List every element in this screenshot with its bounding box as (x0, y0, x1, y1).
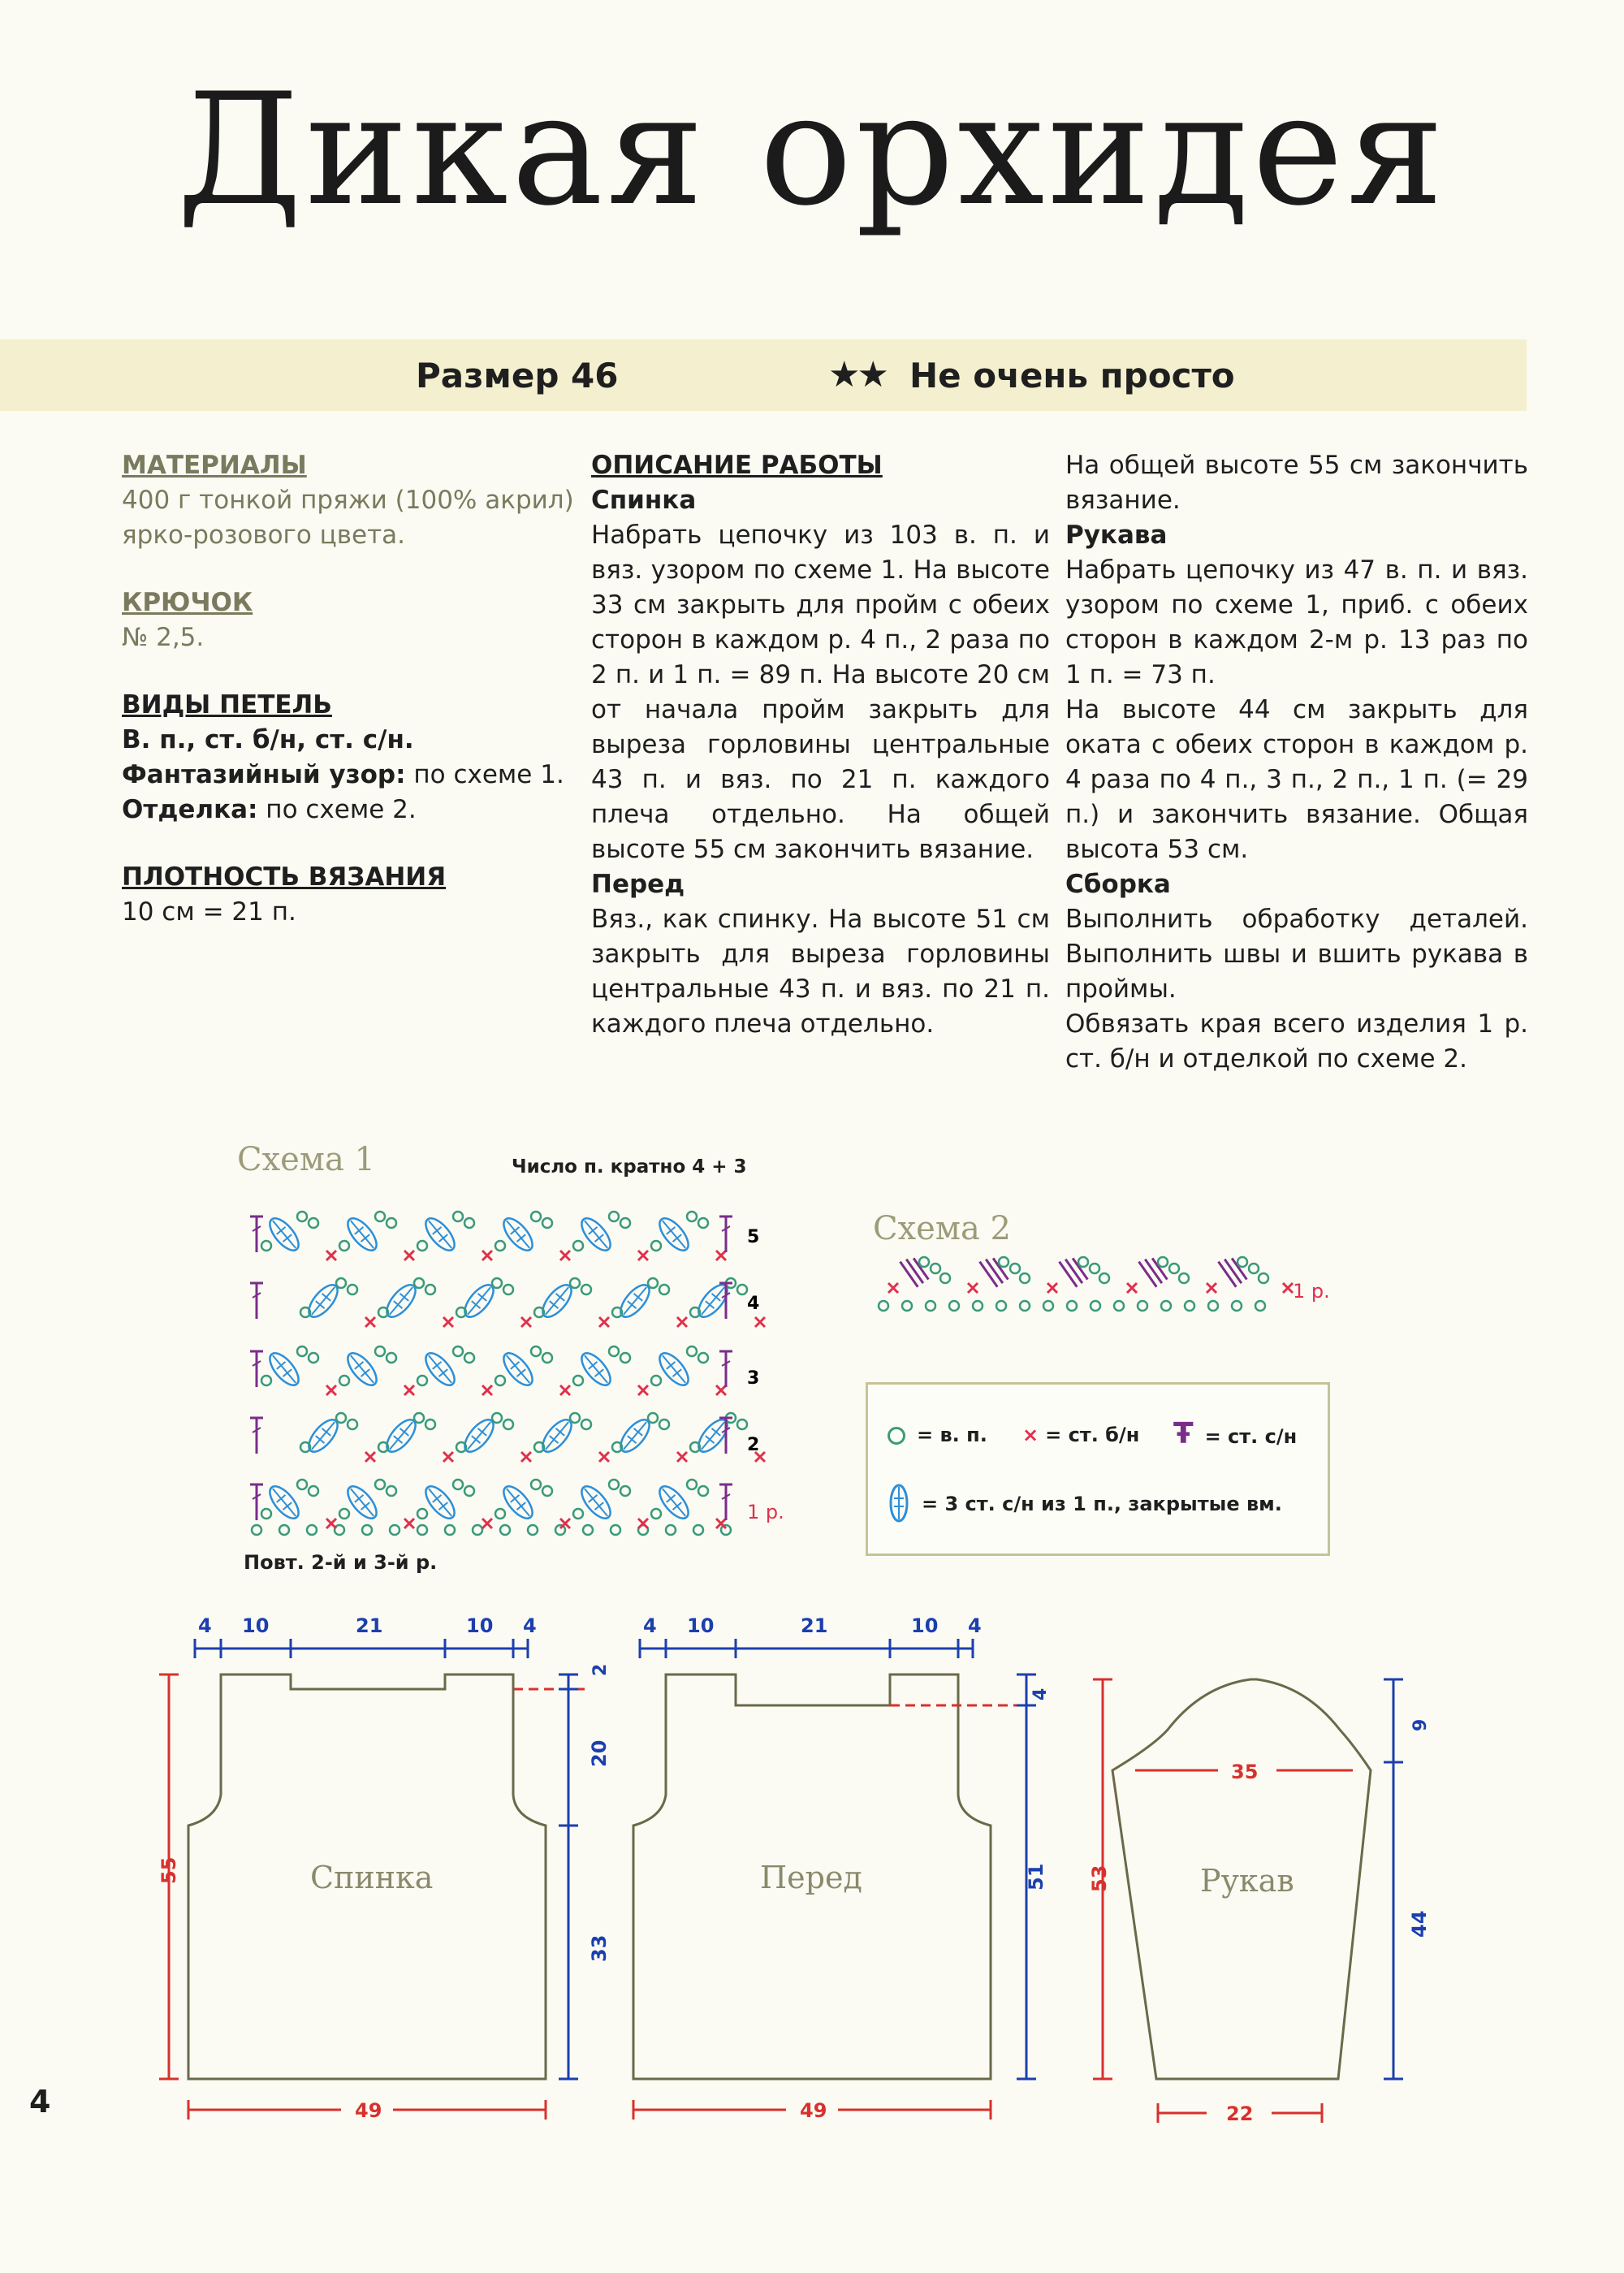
sleeve-text-2: На высоте 44 см закрыть для оката с обеих сторон в каждом р. 4 раза по 4 п., 3 п., 2 п., 1 п. (= 29 п.) и закончить вязание. Общая высота 53 см. (1065, 695, 1528, 864)
back-width: 49 (355, 2099, 382, 2122)
chain-stitch-symbol (949, 1301, 959, 1311)
chain-stitch-symbol (1158, 1257, 1168, 1267)
chain-stitch-symbol (495, 1509, 505, 1519)
chain-stitch-symbol (1114, 1301, 1124, 1311)
chain-stitch-symbol (445, 1525, 455, 1535)
front-dim-1: 4 (643, 1614, 657, 1637)
sleeve-label: Рукав (1200, 1863, 1294, 1899)
chain-stitch-symbol (648, 1413, 658, 1423)
chain-stitch-symbol (464, 1218, 474, 1228)
chain-stitch-symbol (919, 1257, 929, 1267)
chain-stitch-symbol (453, 1212, 463, 1221)
chain-stitch-symbol (609, 1346, 619, 1356)
chain-stitch-symbol (261, 1509, 271, 1519)
chain-stitch-symbol (931, 1264, 940, 1273)
chain-stitch-symbol (620, 1218, 630, 1228)
back-armhole: 20 (588, 1739, 611, 1767)
single-crochet-symbol (326, 1519, 336, 1528)
back-text: Набрать цепочку из 103 в. п. и вяз. узором по схеме 1. На высоте 33 см закрыть для пройм с обеих сторон в каждом р. 4 п., 2 раза по 2 п. и 1 п. = 89 п. На высоте 20 см от начала пройм закрыть для выреза горловины центральные 43 п. и вяз. по 21 п. каждого плеча отдельно. На общей высоте 55 см закончить вязание. (591, 521, 1050, 864)
sc-symbol-icon: × (1022, 1424, 1039, 1446)
chain-stitch-symbol (737, 1285, 747, 1294)
chain-stitch-symbol (902, 1301, 912, 1311)
single-crochet-symbol (326, 1385, 336, 1395)
chain-stitch-symbol (926, 1301, 935, 1311)
chain-stitch-symbol (1255, 1301, 1265, 1311)
chain-stitch-symbol (387, 1353, 396, 1363)
chain-stitch-symbol (425, 1420, 435, 1429)
single-crochet-symbol (560, 1251, 570, 1260)
chain-stitch-symbol (339, 1509, 349, 1519)
chain-stitch-symbol (620, 1353, 630, 1363)
chain-stitch-symbol (1010, 1264, 1020, 1273)
chain-stitch-symbol (651, 1241, 661, 1251)
schema1-chart (227, 1186, 812, 1551)
gauge-value: 10 см = 21 п. (122, 897, 296, 927)
chain-stitch-symbol (687, 1212, 697, 1221)
sleeve-heading: Рукава (1065, 521, 1168, 550)
assembly-text-1: Выполнить обработку деталей. Выполнить швы и вшить рукава в проймы. (1065, 905, 1528, 1004)
hook-heading: КРЮЧОК (122, 588, 253, 617)
chain-stitch-symbol (503, 1420, 513, 1429)
stitches-list: В. п., ст. б/н, ст. с/н. (122, 725, 414, 754)
chain-stitch-symbol (464, 1353, 474, 1363)
hook-size: № 2,5. (122, 623, 205, 652)
chain-stitch-symbol (1249, 1264, 1259, 1273)
single-crochet-symbol (716, 1385, 726, 1395)
chain-stitch-symbol (1020, 1301, 1030, 1311)
single-crochet-symbol (443, 1452, 453, 1462)
chain-stitch-symbol (492, 1278, 502, 1288)
chain-stitch-symbol (1232, 1301, 1242, 1311)
single-crochet-symbol (638, 1251, 648, 1260)
back-dim-5: 4 (523, 1614, 537, 1637)
chain-stitch-symbol (542, 1218, 552, 1228)
chain-stitch-symbol (473, 1525, 482, 1535)
chain-stitch-symbol (940, 1273, 950, 1283)
schema1-row-label-3: 3 (747, 1368, 760, 1389)
difficulty-label: Не очень просто (909, 356, 1235, 395)
chain-stitch-symbol (1020, 1273, 1030, 1283)
single-crochet-symbol (677, 1452, 687, 1462)
cluster-symbol (901, 1254, 929, 1286)
chain-stitch-symbol (879, 1301, 888, 1311)
single-crochet-symbol (521, 1452, 531, 1462)
chain-stitch-symbol (1067, 1301, 1077, 1311)
single-crochet-symbol (482, 1519, 492, 1528)
chain-stitch-symbol (348, 1420, 357, 1429)
chain-stitch-symbol (581, 1420, 591, 1429)
instructions-column-2 (1065, 448, 1528, 1077)
legend-chain: = в. п. (888, 1424, 987, 1446)
chain-stitch-symbol (687, 1346, 697, 1356)
chain-stitch-symbol (1259, 1273, 1268, 1283)
chain-stitch-symbol (573, 1241, 583, 1251)
chain-stitch-symbol (1078, 1257, 1088, 1267)
gauge-heading: ПЛОТНОСТЬ ВЯЗАНИЯ (122, 862, 447, 892)
single-crochet-symbol (1207, 1283, 1216, 1293)
chain-stitch-symbol (297, 1346, 307, 1356)
chain-stitch-symbol (1208, 1301, 1218, 1311)
assembly-heading: Сборка (1065, 870, 1171, 899)
chain-stitch-symbol (996, 1301, 1006, 1311)
cluster-symbol (1219, 1254, 1247, 1286)
schema2-chart (869, 1242, 1340, 1340)
chain-stitch-symbol (339, 1376, 349, 1385)
sleeve-width: 22 (1226, 2102, 1254, 2125)
chain-stitch-symbol (698, 1353, 708, 1363)
chain-stitch-symbol (581, 1285, 591, 1294)
chain-stitch-symbol (453, 1346, 463, 1356)
legend-single-crochet: × = ст. б/н (1022, 1424, 1140, 1446)
chain-stitch-symbol (425, 1285, 435, 1294)
chain-stitch-symbol (698, 1218, 708, 1228)
back-dim-1: 4 (198, 1614, 212, 1637)
chain-stitch-symbol (503, 1285, 513, 1294)
single-crochet-symbol (968, 1283, 978, 1293)
chain-stitch-symbol (693, 1525, 703, 1535)
schema1-repeat-note: Повт. 2-й и 3-й р. (244, 1551, 438, 1574)
single-crochet-symbol (677, 1317, 687, 1327)
single-crochet-symbol (888, 1283, 898, 1293)
chain-stitch-symbol (348, 1285, 357, 1294)
single-crochet-symbol (560, 1385, 570, 1395)
chain-stitch-symbol (336, 1413, 346, 1423)
stitches-heading: ВИДЫ ПЕТЕЛЬ (122, 690, 332, 719)
legend-cluster: = 3 ст. с/н из 1 п., закрытые вм. (888, 1482, 1282, 1528)
chain-stitch-symbol (1161, 1301, 1171, 1311)
single-crochet-symbol (1047, 1283, 1057, 1293)
single-crochet-symbol (404, 1251, 414, 1260)
chain-stitch-symbol (609, 1480, 619, 1489)
legend-double-crochet: Ŧ = ст. с/н (1173, 1417, 1298, 1450)
chain-stitch-symbol (570, 1413, 580, 1423)
assembly-text-2: Обвязать края всего изделия 1 р. ст. б/н и отделкой по схеме 2. (1065, 1009, 1528, 1074)
materials-heading: МАТЕРИАЛЫ (122, 451, 307, 480)
chain-stitch-symbol (659, 1285, 669, 1294)
chain-stitch-symbol (1169, 1264, 1179, 1273)
page-title: Дикая орхидея (176, 60, 1448, 240)
chain-stitch-symbol (570, 1278, 580, 1288)
chain-stitch-symbol (531, 1346, 541, 1356)
chain-stitch-symbol (542, 1353, 552, 1363)
back-lower: 33 (588, 1934, 611, 1962)
front-text: Вяз., как спинку. На высоте 51 см закрыть для выреза горловины центральные 43 п. и вяз. по 21 п. каждого плеча отдельно. (591, 905, 1050, 1039)
page-number: 4 (29, 2084, 51, 2120)
single-crochet-symbol (443, 1317, 453, 1327)
cluster-symbol-icon (888, 1482, 910, 1528)
schema1-note: Число п. кратно 4 + 3 (512, 1156, 747, 1178)
chain-stitch-symbol (414, 1413, 424, 1423)
single-crochet-symbol (638, 1385, 648, 1395)
chain-stitch-symbol (666, 1525, 676, 1535)
schematics (0, 1608, 1624, 2193)
sleeve-height: 53 (1088, 1865, 1111, 1892)
fancy-pattern-line: Фантазийный узор: по схеме 1. (122, 760, 564, 789)
chain-stitch-symbol (417, 1376, 427, 1385)
single-crochet-symbol (1283, 1283, 1293, 1293)
chain-stitch-symbol (737, 1420, 747, 1429)
chain-stitch-symbol (651, 1509, 661, 1519)
double-crochet-symbol (250, 1283, 263, 1319)
back-label: Спинка (310, 1860, 434, 1895)
back-height: 55 (158, 1856, 180, 1884)
sleeve-text-1: Набрать цепочку из 47 в. п. и вяз. узором по схеме 1, приб. с обеих сторон в каждом 2-м р. 13 раз по 1 п. = 73 п. (1065, 555, 1528, 689)
chain-stitch-symbol (1179, 1273, 1189, 1283)
single-crochet-symbol (599, 1452, 609, 1462)
chain-stitch-symbol (387, 1486, 396, 1496)
chain-stitch-symbol (999, 1257, 1009, 1267)
front-width: 49 (800, 2099, 827, 2122)
chain-stitch-symbol (531, 1480, 541, 1489)
schema2-row-label: 1 р. (1293, 1280, 1330, 1303)
sleeve-cap: 9 (1410, 1718, 1431, 1731)
schema1-row-label-4: 4 (747, 1294, 760, 1314)
sleeve-upper-width: 35 (1231, 1761, 1259, 1783)
finish-line: Отделка: по схеме 2. (122, 795, 417, 824)
back-neck-depth: 2 (590, 1663, 611, 1676)
chain-stitch-symbol (1043, 1301, 1053, 1311)
double-crochet-symbol (250, 1418, 263, 1454)
front-heading: Перед (591, 870, 685, 899)
chain-stitch-symbol (309, 1218, 318, 1228)
chain-symbol-icon (888, 1427, 905, 1445)
chain-stitch-symbol (573, 1509, 583, 1519)
chain-stitch-symbol (687, 1480, 697, 1489)
chain-stitch-symbol (390, 1525, 400, 1535)
chain-stitch-symbol (453, 1480, 463, 1489)
chain-stitch-symbol (573, 1376, 583, 1385)
chain-stitch-symbol (417, 1509, 427, 1519)
single-crochet-symbol (404, 1385, 414, 1395)
cluster-symbol (1060, 1254, 1088, 1286)
chain-stitch-symbol (309, 1486, 318, 1496)
chain-stitch-symbol (307, 1525, 317, 1535)
chain-stitch-symbol (362, 1525, 372, 1535)
chain-stitch-symbol (375, 1346, 385, 1356)
size-label: Размер 46 (416, 356, 619, 395)
dc-symbol-icon: Ŧ (1173, 1417, 1194, 1450)
front-dim-2: 10 (687, 1614, 715, 1637)
single-crochet-symbol (521, 1317, 531, 1327)
chain-stitch-symbol (387, 1218, 396, 1228)
materials-line-1: 400 г тонкой пряжи (100% акрил) (122, 486, 574, 515)
front-dim-4: 10 (911, 1614, 939, 1637)
single-crochet-symbol (326, 1251, 336, 1260)
chain-stitch-symbol (414, 1278, 424, 1288)
chain-stitch-symbol (375, 1212, 385, 1221)
front-label: Перед (760, 1860, 862, 1895)
single-crochet-symbol (365, 1452, 375, 1462)
chain-stitch-symbol (651, 1376, 661, 1385)
legend-box (866, 1382, 1330, 1556)
double-crochet-symbol (719, 1216, 732, 1252)
single-crochet-symbol (1127, 1283, 1137, 1293)
single-crochet-symbol (404, 1519, 414, 1528)
chain-stitch-symbol (542, 1486, 552, 1496)
schema1-row-label-2: 2 (747, 1435, 760, 1455)
front-dim-5: 4 (968, 1614, 982, 1637)
chain-stitch-symbol (252, 1525, 261, 1535)
chain-stitch-symbol (531, 1212, 541, 1221)
chain-stitch-symbol (1237, 1257, 1247, 1267)
chain-stitch-symbol (611, 1525, 620, 1535)
single-crochet-symbol (638, 1519, 648, 1528)
materials-column (122, 448, 577, 930)
chain-stitch-symbol (297, 1212, 307, 1221)
chain-stitch-symbol (375, 1480, 385, 1489)
chain-stitch-symbol (583, 1525, 593, 1535)
schema1-title: Схема 1 (237, 1141, 375, 1178)
sleeve-schematic (1088, 1679, 1431, 2125)
single-crochet-symbol (599, 1317, 609, 1327)
front-neck-depth: 4 (1030, 1687, 1051, 1700)
chain-stitch-symbol (417, 1525, 427, 1535)
work-heading: ОПИСАНИЕ РАБОТЫ (591, 451, 883, 480)
chain-stitch-symbol (339, 1241, 349, 1251)
single-crochet-symbol (365, 1317, 375, 1327)
back-dim-2: 10 (242, 1614, 270, 1637)
chain-stitch-symbol (1091, 1301, 1100, 1311)
chain-stitch-symbol (648, 1278, 658, 1288)
continuation-text: На общей высоте 55 см закончить вязание. (1065, 451, 1528, 515)
chain-stitch-symbol (495, 1376, 505, 1385)
chain-stitch-symbol (261, 1376, 271, 1385)
chain-stitch-symbol (464, 1486, 474, 1496)
chain-stitch-symbol (261, 1241, 271, 1251)
sleeve-lower: 44 (1408, 1910, 1431, 1938)
instructions-column (591, 448, 1050, 1042)
chain-stitch-symbol (495, 1241, 505, 1251)
schema1-row-label-5: 5 (747, 1227, 760, 1247)
chain-stitch-symbol (609, 1212, 619, 1221)
chain-stitch-symbol (1185, 1301, 1194, 1311)
front-height: 51 (1025, 1863, 1047, 1891)
double-crochet-symbol (719, 1351, 732, 1387)
chain-stitch-symbol (417, 1241, 427, 1251)
chain-stitch-symbol (492, 1413, 502, 1423)
single-crochet-symbol (482, 1251, 492, 1260)
chain-stitch-symbol (1090, 1264, 1099, 1273)
single-crochet-symbol (482, 1385, 492, 1395)
schema2-title: Схема 2 (873, 1210, 1011, 1247)
chain-stitch-symbol (336, 1278, 346, 1288)
cluster-symbol (980, 1254, 1009, 1286)
back-dim-3: 21 (356, 1614, 383, 1637)
chain-stitch-symbol (698, 1486, 708, 1496)
chain-stitch-symbol (620, 1486, 630, 1496)
chain-stitch-symbol (279, 1525, 289, 1535)
chain-stitch-symbol (1099, 1273, 1109, 1283)
back-dim-4: 10 (466, 1614, 494, 1637)
front-dim-3: 21 (801, 1614, 828, 1637)
difficulty-stars: ★★ (828, 354, 886, 395)
schema1-row-label-1: 1 р. (747, 1501, 784, 1523)
chain-stitch-symbol (659, 1420, 669, 1429)
cluster-symbol (1139, 1254, 1168, 1286)
double-crochet-symbol (719, 1484, 732, 1520)
chain-stitch-symbol (309, 1353, 318, 1363)
chain-stitch-symbol (1138, 1301, 1147, 1311)
materials-line-2: ярко-розового цвета. (122, 521, 405, 550)
single-crochet-symbol (716, 1251, 726, 1260)
chain-stitch-symbol (528, 1525, 538, 1535)
info-band (0, 339, 1527, 411)
chain-stitch-symbol (973, 1301, 983, 1311)
chain-stitch-symbol (297, 1480, 307, 1489)
chain-stitch-symbol (500, 1525, 510, 1535)
single-crochet-symbol (755, 1317, 765, 1327)
back-heading: Спинка (591, 486, 697, 515)
